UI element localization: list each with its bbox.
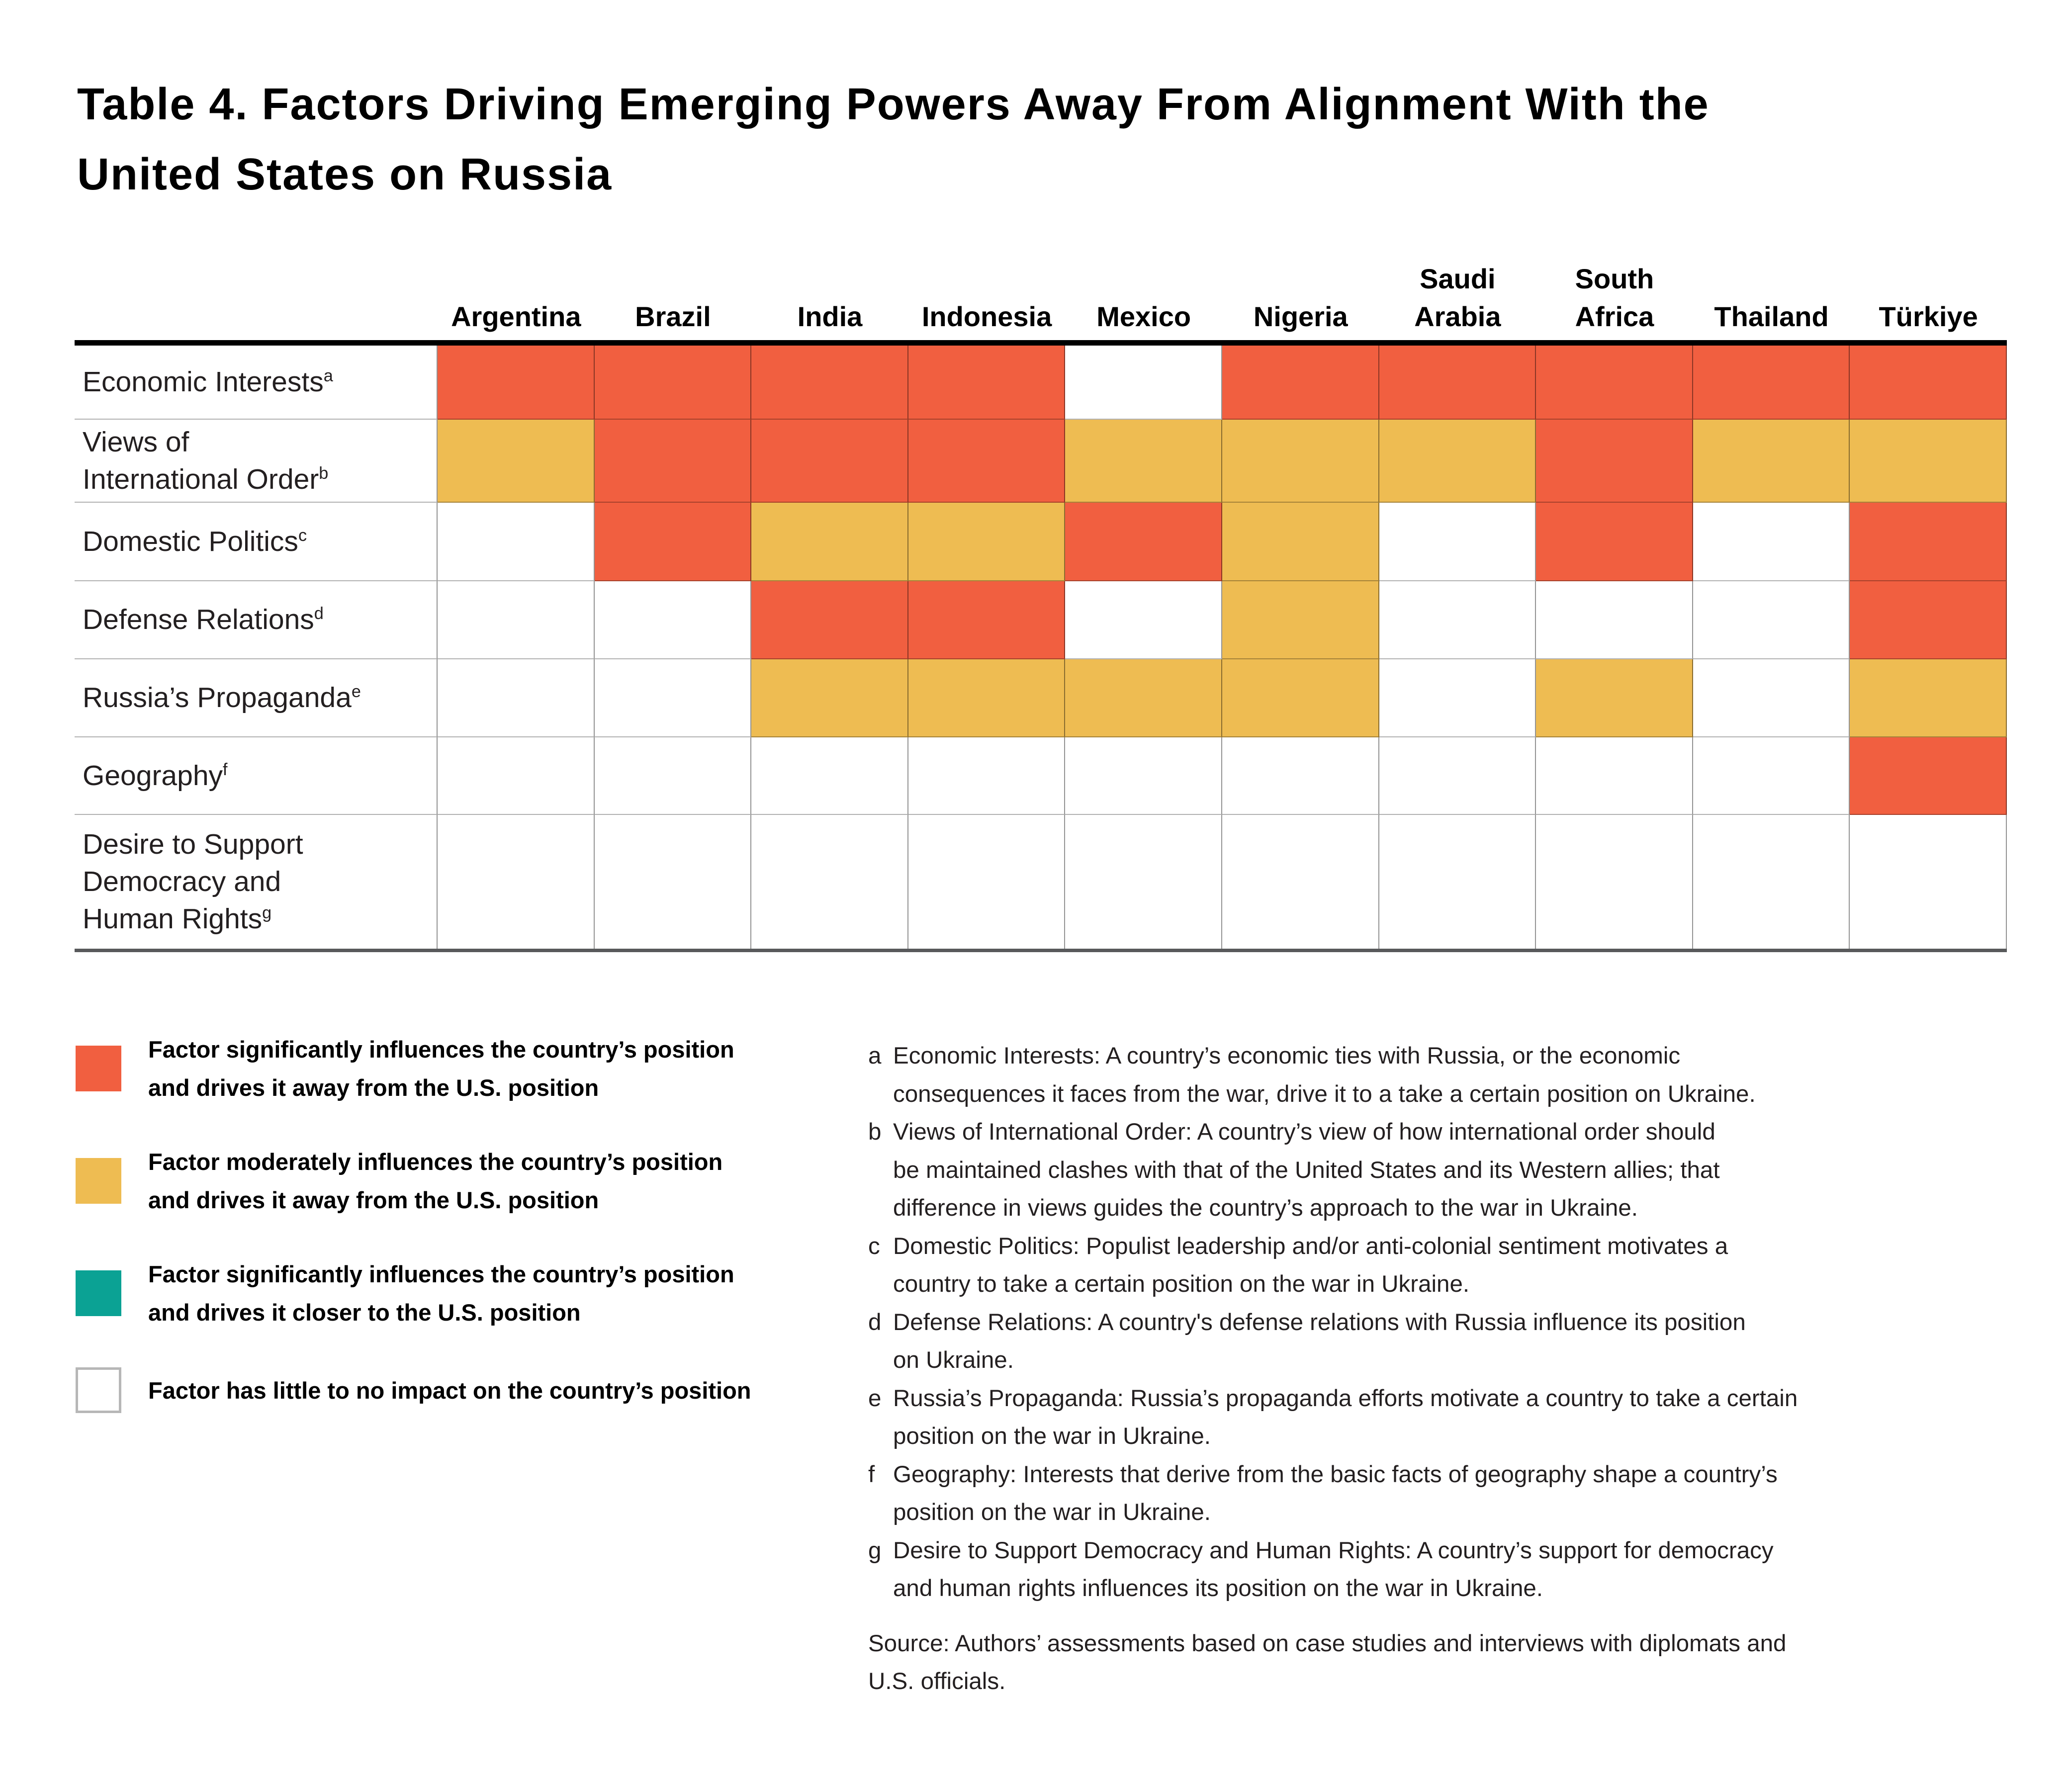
matrix-cell-moderate	[908, 503, 1066, 581]
column-header: Saudi Arabia	[1414, 263, 1501, 332]
matrix-cell-none	[438, 503, 595, 581]
footnote	[868, 1380, 2032, 1456]
matrix-cell-moderate	[1379, 420, 1536, 503]
matrix-cell-significant	[751, 346, 908, 420]
matrix-cell-moderate	[908, 659, 1066, 737]
row-label	[75, 659, 438, 737]
row-label-text: Domestic Politics$^c$	[83, 525, 307, 557]
matrix-cell-none	[1379, 737, 1536, 815]
row-footnote-marker: a	[323, 366, 333, 385]
footnote-list	[868, 1037, 2032, 1608]
matrix-cell-significant	[595, 503, 752, 581]
footnote-letter: f	[868, 1461, 875, 1488]
column-header: Türkiye	[1879, 301, 1978, 332]
matrix-cell-significant	[1850, 503, 2007, 581]
matrix-cell-moderate	[751, 503, 908, 581]
matrix-cell-none	[1379, 815, 1536, 949]
footnote-letter: g	[868, 1537, 882, 1564]
row-footnote-marker: f	[223, 760, 228, 779]
table-row	[75, 420, 2007, 503]
matrix-cell-none	[1065, 581, 1222, 659]
footnote-letter: a	[868, 1043, 882, 1069]
footnote	[868, 1304, 2032, 1380]
matrix-cell-none	[595, 815, 752, 949]
legend	[76, 1030, 861, 1449]
row-footnote-marker: e	[351, 682, 361, 701]
matrix-cell-none	[1536, 581, 1693, 659]
table-body	[75, 340, 2007, 952]
table-row	[75, 503, 2007, 581]
matrix-cell-none	[1850, 815, 2007, 949]
footnotes	[868, 1037, 2032, 1701]
matrix-cell-significant	[1379, 346, 1536, 420]
column-header: Brazil	[635, 301, 711, 332]
table-row	[75, 737, 2007, 815]
matrix-cell-moderate	[1065, 659, 1222, 737]
row-label-text: Views of International Order$^b$	[83, 426, 329, 495]
matrix-cell-none	[908, 737, 1066, 815]
footnote-text: Russia’s Propaganda: Russia’s propaganda efforts motivate a country to take a certain position on the war in Ukraine.	[893, 1385, 1798, 1449]
source-note	[868, 1625, 2032, 1701]
footnote	[868, 1228, 2032, 1304]
matrix-cell-none	[595, 659, 752, 737]
matrix-cell-moderate	[1222, 659, 1379, 737]
row-label-text: Defense Relations$^d$	[83, 604, 324, 635]
matrix-cell-none	[1065, 346, 1222, 420]
matrix-cell-significant	[1850, 581, 2007, 659]
matrix-cell-moderate	[1065, 420, 1222, 503]
matrix-cell-none	[1222, 737, 1379, 815]
row-footnote-marker: b	[319, 463, 329, 483]
matrix-cell-none	[1536, 815, 1693, 949]
matrix-cell-moderate	[1222, 420, 1379, 503]
matrix-cell-significant	[908, 420, 1066, 503]
row-label	[75, 503, 438, 581]
row-label	[75, 737, 438, 815]
matrix-cell-none	[1379, 581, 1536, 659]
matrix-cell-none	[438, 737, 595, 815]
footnote-text: Views of International Order: A country’s view of how international order should be maintained clashes with that of the United States and its Western allies; that difference in views guides the country’s approach to the war in Ukraine.	[893, 1119, 1720, 1221]
matrix-cell-moderate	[751, 659, 908, 737]
legend-label: Factor has little to no impact on the country’s position	[148, 1377, 751, 1404]
matrix-cell-none	[751, 815, 908, 949]
row-footnote-marker: g	[262, 903, 272, 922]
table-row	[75, 581, 2007, 659]
matrix-cell-significant	[1536, 503, 1693, 581]
matrix-cell-none	[595, 737, 752, 815]
matrix-cell-none	[908, 815, 1066, 949]
matrix-cell-moderate	[1222, 581, 1379, 659]
matrix-cell-moderate	[438, 420, 595, 503]
factors-table	[75, 258, 2007, 952]
footnote-text: Defense Relations: A country's defense relations with Russia influence its position on Ukraine.	[893, 1309, 1746, 1373]
legend-item	[76, 1367, 861, 1413]
footnote-text: Geography: Interests that derive from the basic facts of geography shape a country’s position on the war in Ukraine.	[893, 1461, 1778, 1525]
row-label	[75, 346, 438, 420]
column-header: Nigeria	[1253, 301, 1348, 332]
legend-label: Factor significantly influences the country’s position and drives it away from the U.S. position	[148, 1036, 734, 1101]
matrix-cell-significant	[1693, 346, 1850, 420]
footnote-letter: d	[868, 1309, 882, 1336]
matrix-cell-significant	[1065, 503, 1222, 581]
matrix-cell-significant	[1536, 346, 1693, 420]
row-label	[75, 420, 438, 503]
matrix-cell-significant	[1222, 346, 1379, 420]
table-row	[75, 346, 2007, 420]
matrix-cell-none	[1379, 503, 1536, 581]
legend-label: Factor moderately influences the country’s position and drives it away from the U.S. position	[148, 1149, 723, 1213]
row-label-text: Geography$^f$	[83, 759, 228, 792]
matrix-cell-none	[438, 815, 595, 949]
column-header: Argentina	[451, 301, 581, 332]
legend-label: Factor significantly influences the country’s position and drives it closer to the U.S. position	[148, 1261, 734, 1326]
matrix-cell-none	[1693, 581, 1850, 659]
matrix-cell-significant	[1850, 737, 2007, 815]
footnote	[868, 1456, 2032, 1532]
matrix-cell-significant	[908, 581, 1066, 659]
column-header: Mexico	[1096, 301, 1191, 332]
matrix-cell-none	[751, 737, 908, 815]
row-label-text: Russia’s Propaganda$^e$	[83, 682, 361, 713]
matrix-cell-significant	[751, 420, 908, 503]
matrix-cell-moderate	[1693, 420, 1850, 503]
matrix-cell-significant	[1850, 346, 2007, 420]
footnote-letter: e	[868, 1385, 882, 1412]
legend-swatch-significant_closer	[76, 1270, 121, 1316]
matrix-cell-none	[1693, 503, 1850, 581]
page-title-line2: United States on Russia	[77, 150, 613, 199]
page-title	[77, 70, 2016, 210]
matrix-cell-significant	[751, 581, 908, 659]
footnote-text: Desire to Support Democracy and Human Rights: A country’s support for democracy and human rights influences its position on the war in Ukraine.	[893, 1537, 1774, 1602]
matrix-cell-significant	[908, 346, 1066, 420]
legend-swatch-moderate_away	[76, 1158, 121, 1204]
source-line2: U.S. officials.	[868, 1668, 1006, 1694]
matrix-cell-moderate	[1850, 659, 2007, 737]
footnote	[868, 1113, 2032, 1228]
legend-item	[76, 1030, 861, 1107]
footnote-text: Domestic Politics: Populist leadership and/or anti-colonial sentiment motivates a country to take a certain position on the war in Ukraine.	[893, 1233, 1728, 1297]
table-row	[75, 659, 2007, 737]
matrix-cell-none	[595, 581, 752, 659]
matrix-cell-none	[1693, 659, 1850, 737]
matrix-cell-none	[1379, 659, 1536, 737]
legend-item	[76, 1143, 861, 1219]
table-header-row	[75, 258, 2007, 340]
matrix-cell-none	[438, 659, 595, 737]
column-header: South Africa	[1575, 263, 1654, 332]
table-row	[75, 815, 2007, 949]
matrix-cell-moderate	[1850, 420, 2007, 503]
matrix-cell-none	[1693, 815, 1850, 949]
matrix-cell-moderate	[1222, 503, 1379, 581]
source-line1: Source: Authors’ assessments based on case studies and interviews with diplomats and	[868, 1630, 1787, 1657]
row-label-text: Desire to Support Democracy and Human Rights$^g$	[83, 828, 303, 935]
matrix-cell-moderate	[1536, 659, 1693, 737]
row-label	[75, 581, 438, 659]
row-footnote-marker: d	[314, 604, 324, 623]
legend-swatch-significant_away	[76, 1046, 121, 1091]
footnote-letter: c	[868, 1233, 880, 1259]
matrix-cell-significant	[438, 346, 595, 420]
row-footnote-marker: c	[298, 526, 307, 545]
page-title-line1: Table 4. Factors Driving Emerging Powers Away From Alignment With the	[77, 80, 1710, 129]
footnote	[868, 1037, 2032, 1113]
matrix-cell-significant	[595, 420, 752, 503]
legend-swatch-no_impact	[76, 1367, 121, 1413]
footnote	[868, 1532, 2032, 1608]
matrix-cell-none	[1693, 737, 1850, 815]
matrix-cell-none	[1065, 815, 1222, 949]
matrix-cell-none	[1222, 815, 1379, 949]
row-label	[75, 815, 438, 949]
column-header: Thailand	[1714, 301, 1829, 332]
matrix-cell-none	[1536, 737, 1693, 815]
footnote-text: Economic Interests: A country’s economic ties with Russia, or the economic consequences it faces from the war, drive it to a take a certain position on Ukraine.	[893, 1043, 1756, 1107]
legend-item	[76, 1255, 861, 1332]
matrix-cell-significant	[595, 346, 752, 420]
column-header: India	[797, 301, 863, 332]
matrix-cell-none	[1065, 737, 1222, 815]
matrix-cell-none	[438, 581, 595, 659]
matrix-cell-significant	[1536, 420, 1693, 503]
column-header: Indonesia	[921, 301, 1052, 332]
row-label-text: Economic Interests$^a$	[83, 366, 333, 398]
footnote-letter: b	[868, 1119, 882, 1145]
